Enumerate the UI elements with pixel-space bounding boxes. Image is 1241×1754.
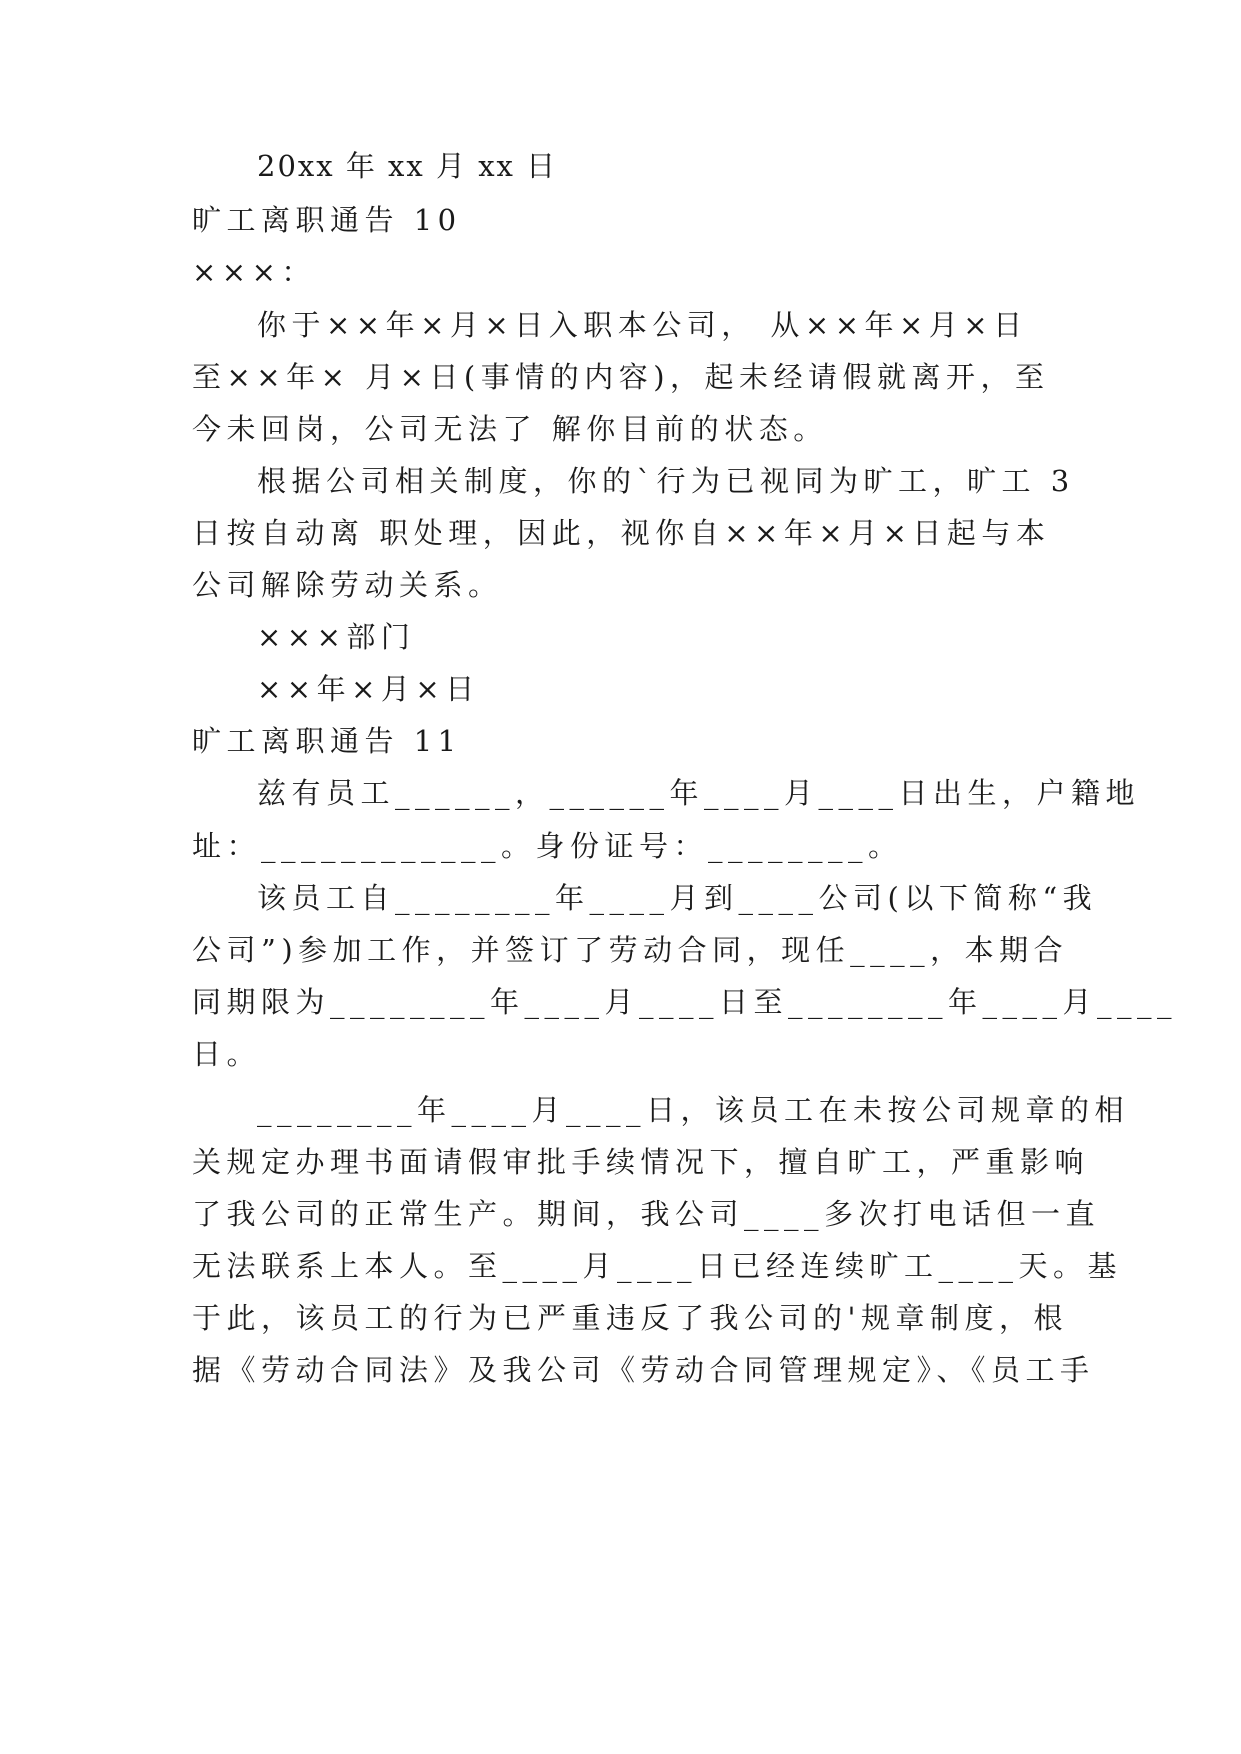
paragraph-line: 关规定办理书面请假审批手续情况下，擅自旷工，严重影响 xyxy=(192,1145,1090,1179)
paragraph-line: 无法联系上本人。至____月____日已经连续旷工____天。基 xyxy=(192,1249,1123,1283)
date-line: 20xx 年 xx 月 xx 日 xyxy=(257,149,558,183)
paragraph-line: 根据公司相关制度，你的`行为已视同为旷工，旷工 3 xyxy=(257,464,1075,498)
notice-10-title: 旷工离职通告 10 xyxy=(192,203,462,237)
recipient-line: ×××： xyxy=(192,255,316,289)
paragraph-line: 日。 xyxy=(192,1037,262,1071)
paragraph-line: 同期限为________年____月____日至________年____月____ xyxy=(192,985,1178,1019)
paragraph-line: 兹有员工______，______年____月____日出生，户籍地 xyxy=(257,776,1141,810)
paragraph-line: 了我公司的正常生产。期间，我公司____多次打电话但一直 xyxy=(192,1197,1101,1231)
signature-date: ××年×月×日 xyxy=(257,672,480,706)
paragraph-line: 公司解除劳动关系。 xyxy=(192,568,503,602)
paragraph-line: 该员工自________年____月到____公司(以下简称“我 xyxy=(257,881,1098,915)
paragraph-line: 你于××年×月×日入职本公司， 从××年×月×日 xyxy=(257,308,1028,342)
department-signature: ×××部门 xyxy=(257,620,416,654)
paragraph-line: 址：____________。身份证号：________。 xyxy=(192,829,903,863)
paragraph-line: 至××年× 月×日(事情的内容)，起未经请假就离开，至 xyxy=(192,360,1050,394)
paragraph-line: 今未回岗，公司无法了 解你目前的状态。 xyxy=(192,412,828,446)
paragraph-line: 据《劳动合同法》及我公司《劳动合同管理规定》、《员工手 xyxy=(192,1353,1095,1387)
paragraph-line: 于此，该员工的行为已严重违反了我公司的'规章制度，根 xyxy=(192,1301,1068,1335)
notice-11-title: 旷工离职通告 11 xyxy=(192,724,462,758)
paragraph-line: 公司”)参加工作，并签订了劳动合同，现任____，本期合 xyxy=(192,933,1069,967)
paragraph-line: 日按自动离 职处理，因此，视你自××年×月×日起与本 xyxy=(192,516,1051,550)
paragraph-line: ________年____月____日，该员工在未按公司规章的相 xyxy=(257,1093,1130,1127)
